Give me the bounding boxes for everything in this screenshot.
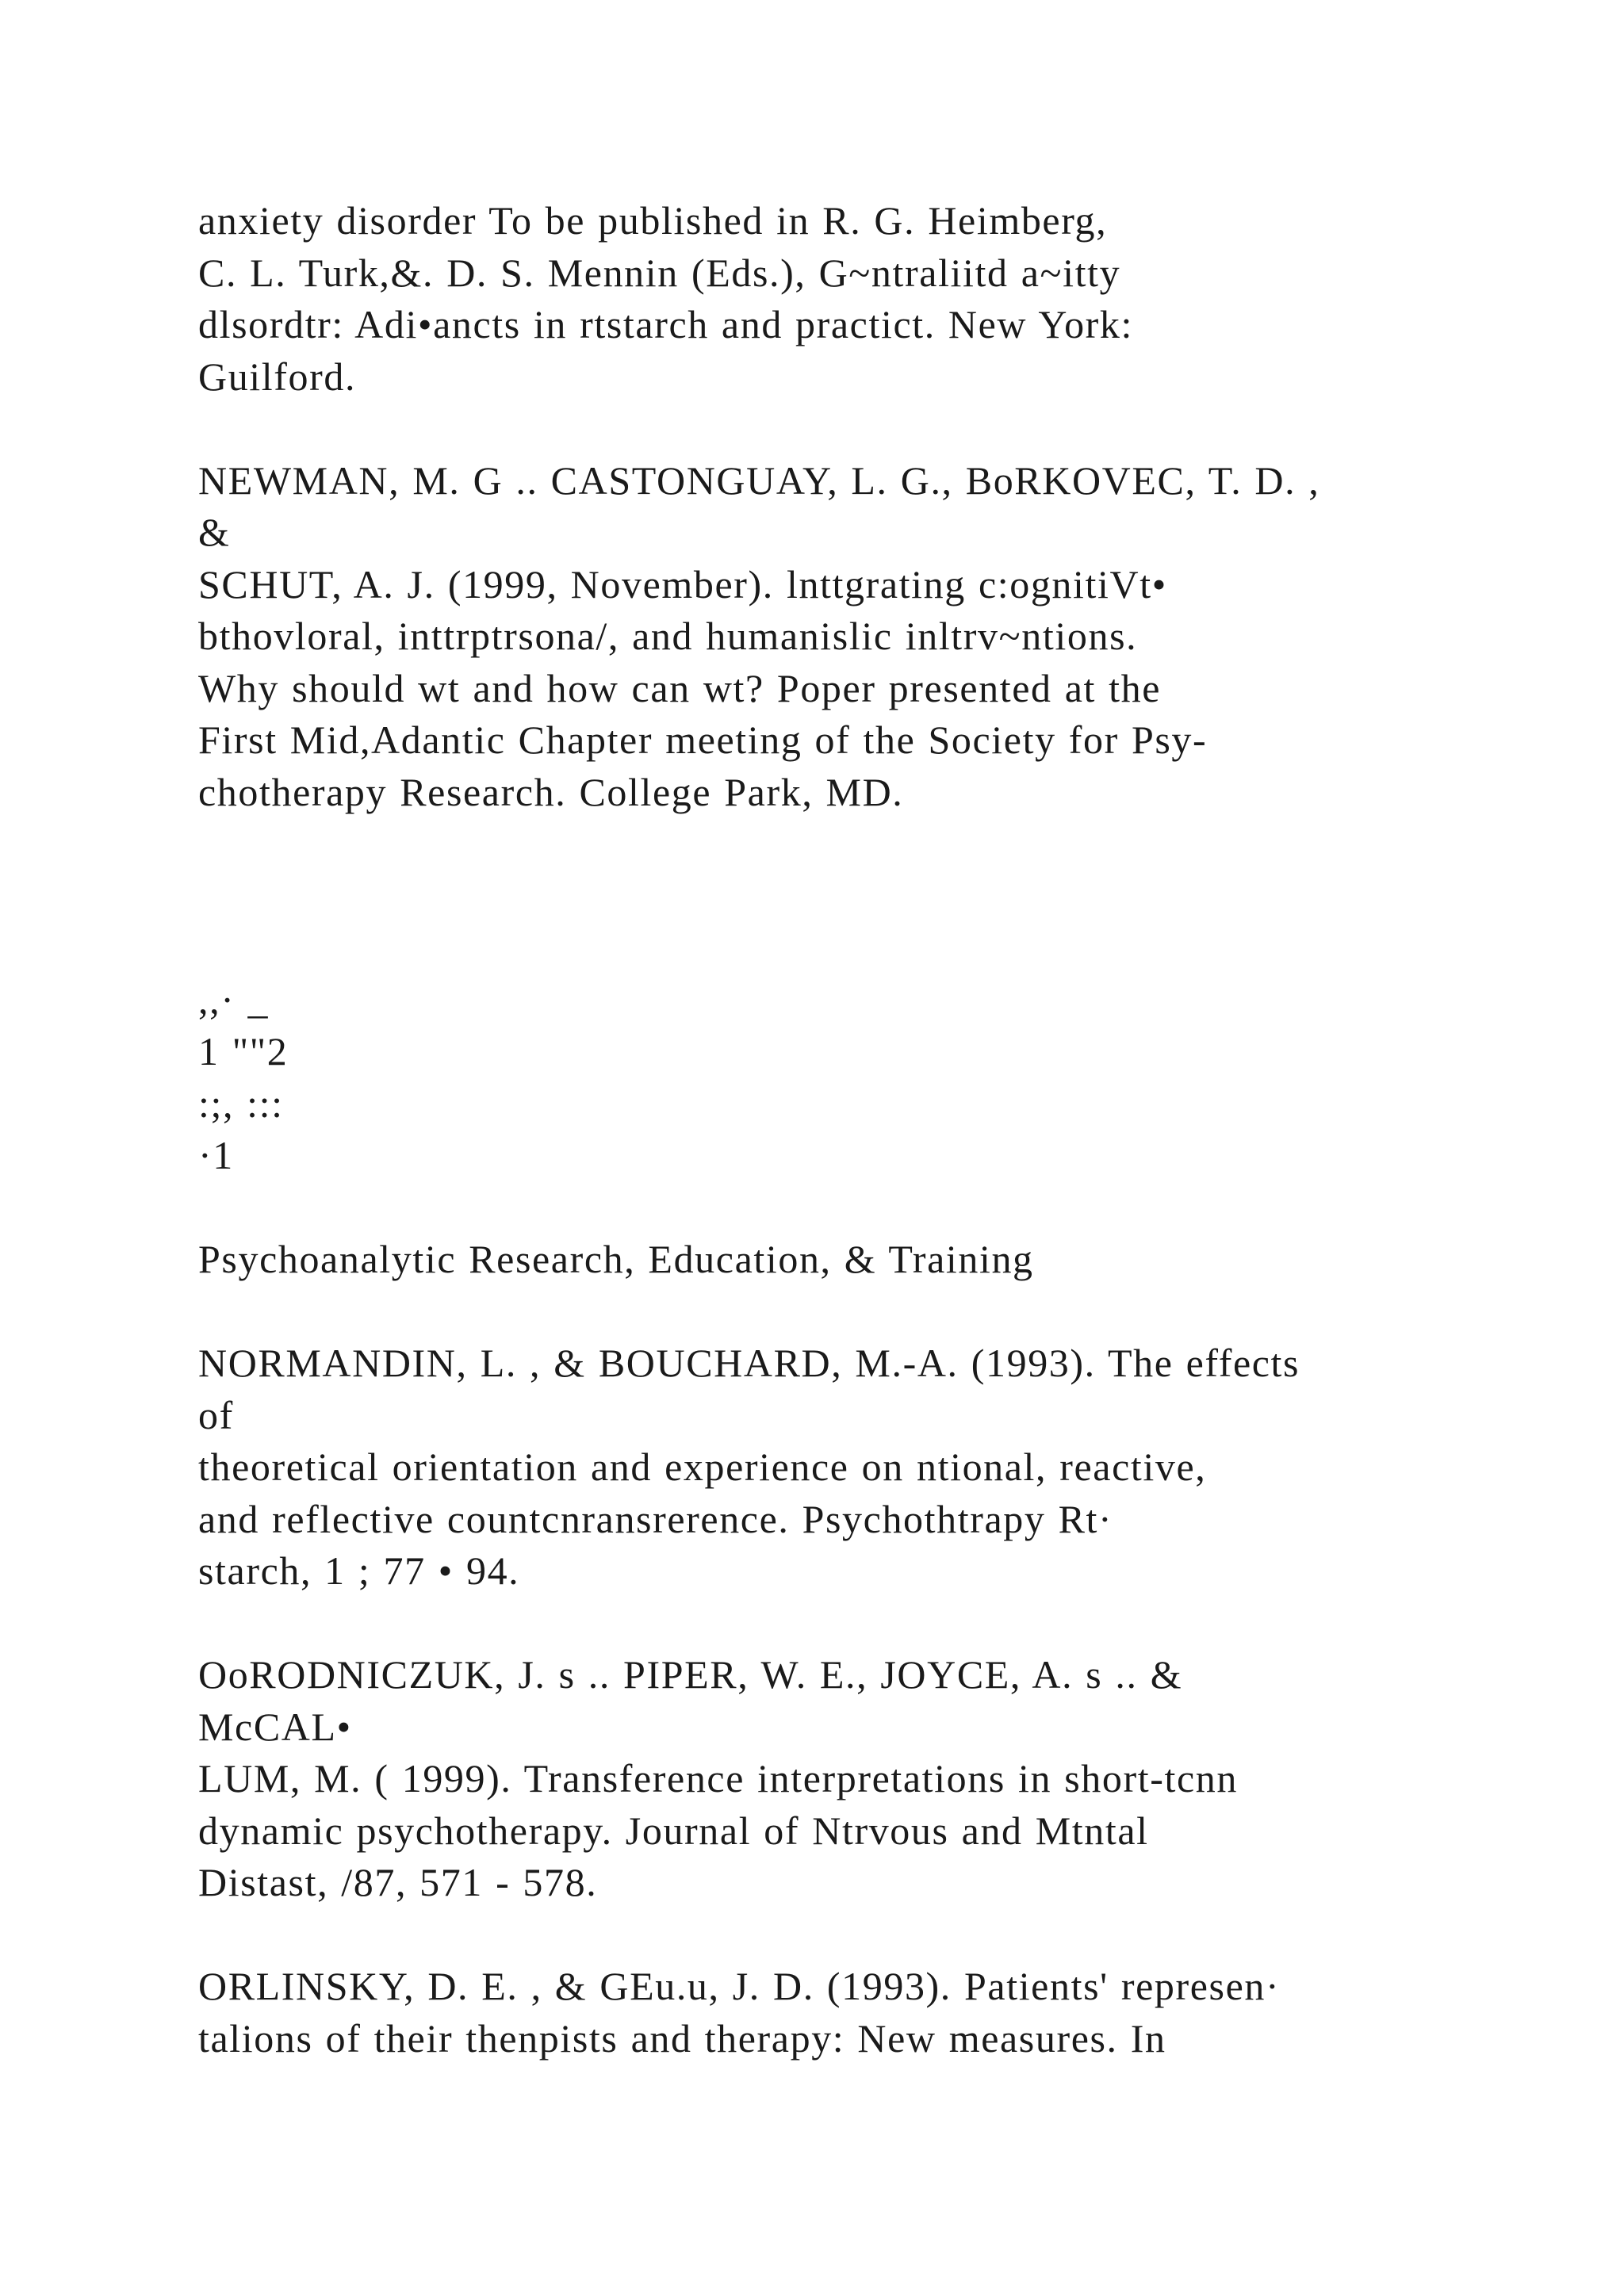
text-line: ,,· _ (198, 977, 270, 1022)
text-line: SCHUT, A. J. (1999, November). lnttgrating c:ognitiVt• (198, 561, 1167, 607)
text-line: NEWMAN, M. G .. CASTONGUAY, L. G., BoRKOVEC, T. D. , (198, 457, 1320, 503)
text-line: OoRODNICZUK, J. s .. PIPER, W. E., JOYCE, A. s .. & (198, 1652, 1183, 1697)
text-line: & (198, 510, 231, 554)
text-line: dynamic psychotherapy. Journal of Ntrvous and Mtntal (198, 1808, 1149, 1853)
blank-line (198, 1909, 1546, 1961)
section-heading: Psychoanalytic Research, Education, & Training (198, 1237, 1034, 1281)
text-line: theoretical orientation and experience on ntional, reactive, (198, 1445, 1207, 1489)
text-line: Why should wt and how can wt? Poper presented at the (198, 665, 1162, 710)
text-line: McCAL• (198, 1704, 352, 1749)
blank-line (198, 1598, 1546, 1650)
text-line: chotherapy Research. College Park, MD. (198, 769, 904, 814)
text-line: bthovloral, inttrptrsona/, and humanislic inltrv~ntions. (198, 614, 1138, 658)
blank-line (198, 1286, 1546, 1338)
blank-line (198, 1182, 1546, 1234)
ocr-noise-fragment (198, 974, 1546, 1182)
reference-gad-chapter (198, 195, 1546, 403)
text-line: ·1 (198, 1133, 234, 1177)
text-line: First Mid,Adantic Chapter meeting of the Society for Psy- (198, 718, 1208, 762)
blank-space (198, 818, 1546, 974)
reference-normandin (198, 1337, 1546, 1598)
blank-line (198, 403, 1546, 455)
reference-ogrodniczuk (198, 1649, 1546, 1909)
text-line: C. L. Turk,&. D. S. Mennin (Eds.), G~ntraliitd a~itty (198, 250, 1121, 295)
reference-orlinsky (198, 1961, 1546, 2064)
page-text (198, 195, 1546, 2064)
text-line: 1 ""2 (198, 1029, 289, 1073)
text-line: starch, 1 ; 77 • 94. (198, 1548, 520, 1593)
text-line: NORMANDIN, L. , & BOUCHARD, M.-A. (1993). The effects (198, 1341, 1300, 1385)
text-line: dlsordtr: Adi•ancts in rtstarch and practict. New York: (198, 302, 1134, 346)
reference-newman (198, 455, 1546, 819)
text-line: anxiety disorder To be published in R. G. Heimberg, (198, 198, 1108, 243)
text-line: Guilford. (198, 354, 357, 399)
text-line: :;, ::: (198, 1081, 284, 1126)
text-line: and reflective countcnransrerence. Psychothtrapy Rt· (198, 1496, 1113, 1541)
text-line: ORLINSKY, D. E. , & GEu.u, J. D. (1993). Patients' represen· (198, 1964, 1281, 2008)
text-line: talions of their thenpists and therapy: New measures. In (198, 2015, 1166, 2061)
text-line: Distast, /87, 571 - 578. (198, 1860, 598, 1904)
text-line: LUM, M. ( 1999). Transference interpretations in short-tcnn (198, 1756, 1238, 1800)
text-line: of (198, 1392, 234, 1437)
